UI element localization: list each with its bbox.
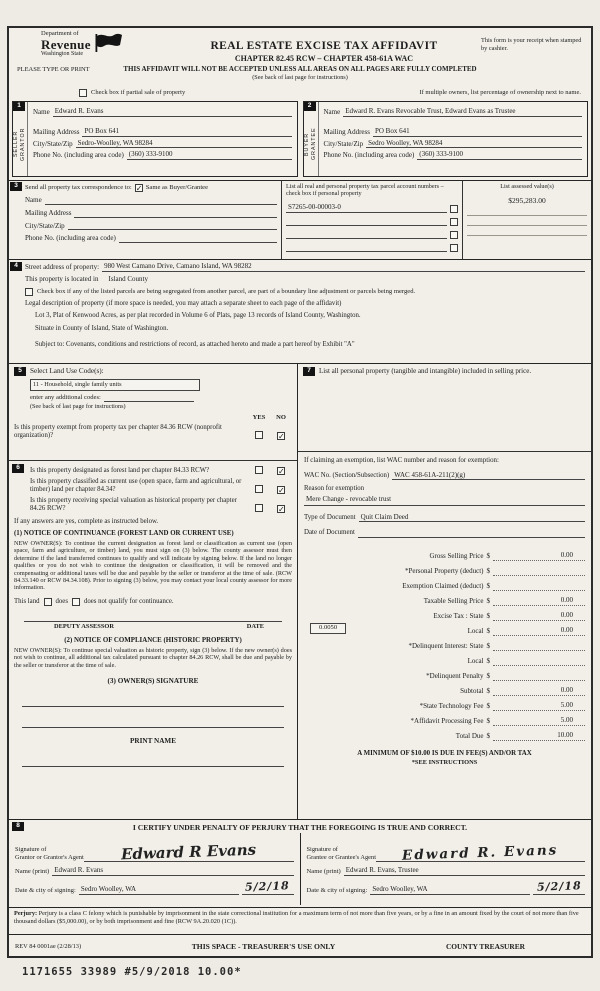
notice-compliance-title: (2) NOTICE OF COMPLIANCE (HISTORIC PROPERTY)	[64, 637, 242, 645]
seller-phone-label: Phone No. (including area code)	[33, 151, 124, 160]
historic-yes-checkbox[interactable]	[255, 504, 263, 512]
perjury-notice	[9, 908, 591, 935]
section-1-badge: 1	[13, 102, 25, 111]
partial-sale-row	[9, 86, 591, 100]
yes-header: YES	[252, 413, 266, 421]
receipt-note: This form is your receipt when stamped by cashier.	[481, 37, 582, 53]
washington-state-label: Washington State	[41, 51, 84, 58]
see-back-note: (See back of last page for instructions)	[252, 74, 348, 82]
dollar-sign: $	[486, 702, 490, 711]
notice-continuance-title: (1) NOTICE OF CONTINUANCE (FOREST LAND OR CURRENT USE)	[14, 530, 234, 538]
wac-number-value: WAC 458-61A-211(2)(g)	[392, 471, 585, 481]
grantee-date-city-label: Date & city of signing:	[306, 886, 368, 894]
seller-word: SELLER	[13, 130, 19, 158]
parcel-number-3	[286, 238, 447, 239]
section-7-badge: 7	[303, 367, 315, 376]
buyer-name-value: Edward R. Evans Revocable Trust, Edward Evans as Trustee	[343, 107, 582, 117]
corr-name-label: Name	[25, 196, 42, 205]
corr-name-value	[45, 204, 277, 205]
section-5-badge: 5	[14, 367, 26, 376]
land-does-checkbox[interactable]	[44, 598, 52, 606]
money-row-gross: Gross Selling Price $ 0.00	[304, 546, 585, 561]
personal-property-deduct-value	[493, 575, 585, 576]
property-location-section	[9, 260, 591, 364]
minimum-due-note: A MINIMUM OF $10.00 IS DUE IN FEE(S) AND/OR TAX	[357, 749, 532, 757]
exempt-question: Is this property exempt from property tax per chapter 84.36 RCW (nonprofit organization)?	[14, 423, 222, 440]
assessed-value-3	[467, 225, 587, 226]
certify-statement: I CERTIFY UNDER PENALTY OF PERJURY THAT THE FOREGOING IS TRUE AND CORRECT.	[132, 823, 468, 832]
form-title: REAL ESTATE EXCISE TAX AFFIDAVIT	[210, 40, 438, 52]
land-use-code-box: 11 - Household, single family units	[30, 379, 200, 391]
buyer-csz-label: City/State/Zip	[323, 139, 364, 148]
money-row-subtotal: Subtotal $ 0.00	[304, 681, 585, 696]
assessed-value-4	[467, 235, 587, 236]
seller-phone-value: (360) 333-9100	[127, 150, 292, 160]
buyer-mailing-value: PO Box 641	[373, 127, 582, 137]
land-does-not-checkbox[interactable]	[72, 598, 80, 606]
exempt-no-checkbox[interactable]: ✓	[278, 432, 285, 442]
affidavit-document	[7, 26, 593, 958]
affidavit-processing-fee-value: 5.00	[493, 716, 585, 726]
tax-correspondence-section	[9, 180, 591, 260]
dollar-sign: $	[486, 552, 490, 561]
money-row-excise-state: Excise Tax : State $ 0.00	[304, 606, 585, 621]
parcel-numbers-header: List all real and personal property tax parcel account numbers – check box if personal property	[286, 183, 444, 198]
dollar-sign: $	[486, 627, 490, 636]
buyer-word: BUYER	[303, 132, 310, 156]
does-not-label: does not qualify for continuance.	[83, 597, 174, 605]
assessed-value-2	[467, 215, 587, 216]
continuance-section	[9, 461, 297, 819]
money-row-technology-fee: *State Technology Fee $ 5.00	[304, 696, 585, 711]
same-as-buyer-checkbox[interactable]: ✓	[135, 184, 143, 194]
print-name-title: PRINT NAME	[130, 737, 176, 746]
forest-yes-checkbox[interactable]	[255, 466, 263, 474]
certification-section	[9, 820, 591, 908]
grantee-sig-label-1: Signature of	[306, 846, 338, 854]
corr-phone-label: Phone No. (including area code)	[25, 234, 116, 243]
forest-question: Is this property designated as forest land per chapter 84.33 RCW?	[30, 467, 210, 475]
personal-property-label: List all personal property (tangible and intangible) included in selling price.	[319, 367, 532, 375]
current-use-question: Is this property classified as current use (open space, farm and agricultural, or timber) land per chapter 84.34?	[30, 477, 242, 494]
seller-name-label: Name	[33, 108, 50, 116]
grantee-sig-label-2: Grantee or Grantee's Agent	[306, 854, 376, 862]
subtotal-value: 0.00	[493, 686, 585, 696]
date-of-document-label: Date of Document	[304, 529, 355, 537]
grantor-name-print-value: Edward R. Evans	[52, 866, 293, 876]
date-of-document-value	[358, 537, 585, 538]
parcel-pp-checkbox-4[interactable]	[450, 244, 458, 252]
land-use-section	[9, 364, 297, 461]
same-as-buyer-label: Same as Buyer/Grantee	[145, 184, 209, 191]
section5-see-back: (See back of last page for instructions)	[30, 403, 126, 411]
grantor-date-value: 5/2/18	[244, 879, 291, 895]
seller-box	[12, 101, 298, 177]
money-row-personal: *Personal Property (deduct) $	[304, 561, 585, 576]
buyer-box	[303, 101, 589, 177]
current-use-no-checkbox[interactable]: ✓	[278, 485, 285, 495]
dollar-sign: $	[486, 642, 490, 651]
located-in-label: This property is located in	[25, 274, 99, 283]
land-use-title: Select Land Use Code(s):	[30, 367, 104, 375]
dollar-sign: $	[486, 672, 490, 681]
segregated-checkbox[interactable]	[25, 288, 33, 296]
county-treasurer-label: COUNTY TREASURER	[445, 941, 525, 951]
legal-description-line2: Situate in County of Island, State of Washington.	[35, 324, 169, 332]
delinquent-penalty-value	[493, 680, 585, 681]
buyer-name-label: Name	[323, 108, 341, 116]
exemption-claimed-value	[493, 590, 585, 591]
exemption-intro: If claiming an exemption, list WAC number and reason for exemption:	[304, 457, 499, 464]
notice-compliance-body: NEW OWNER(S): To continue special valuation as historic property, sign (3) below. If the new owner(s) does not wish to continue, all additional tax calculated pursuant to chapter 84.26 RCW, shall be due and payable by the seller or transferor at the time of sale.	[14, 646, 292, 669]
assessed-value-header: List assessed value(s)	[500, 183, 554, 190]
does-label: does	[55, 597, 68, 605]
grantor-city-value: Sedro Woolley, WA	[79, 885, 239, 895]
historic-question: Is this property receiving special valuation as historical property per chapter 84.26 RCW?	[30, 496, 237, 513]
street-address-label: Street address of property:	[25, 263, 100, 271]
money-row-processing-fee: *Affidavit Processing Fee $ 5.00	[304, 711, 585, 726]
grantee-date-value: 5/2/18	[536, 879, 582, 895]
buyer-mailing-label: Mailing Address	[323, 127, 370, 136]
section-2-badge: 2	[304, 102, 316, 111]
owners-signature-title: (3) OWNER(S) SIGNATURE	[107, 677, 199, 686]
dollar-sign: $	[486, 582, 490, 591]
please-type-label: PLEASE TYPE OR PRINT	[17, 66, 90, 74]
dollar-sign: $	[486, 717, 490, 726]
buyer-phone-label: Phone No. (including area code)	[323, 151, 415, 160]
excise-section	[298, 364, 591, 819]
grantor-name-print-label: Name (print)	[15, 868, 50, 875]
grantor-sig-label-1: Signature of	[15, 846, 47, 854]
forest-no-checkbox[interactable]: ✓	[278, 467, 285, 476]
treasurer-space-label: THIS SPACE - TREASURER'S USE ONLY	[191, 941, 336, 951]
dollar-sign: $	[486, 567, 490, 576]
section-8-badge: 8	[12, 822, 24, 831]
parcel-number-1: S7265-00-00003-0	[286, 203, 447, 213]
reason-exemption-value: Mere Change - revocable trust	[304, 495, 585, 506]
parties-section	[9, 100, 591, 180]
owner-signature-line-1	[22, 695, 284, 707]
if-yes-note: If any answers are yes, complete as instructed below.	[14, 517, 159, 525]
located-in-value: Island County	[108, 274, 148, 283]
money-row-delinquent-interest-state: *Delinquent Interest: State $	[304, 636, 585, 651]
dollar-sign: $	[486, 597, 490, 606]
acceptance-warning: THIS AFFIDAVIT WILL NOT BE ACCEPTED UNLESS ALL AREAS ON ALL PAGES ARE FULLY COMPLETED	[123, 65, 477, 74]
money-row-local: 0.0050 Local $ 0.00	[304, 621, 585, 636]
type-of-document-label: Type of Document	[304, 513, 356, 521]
legal-description-label: Legal description of property (if more space is needed, you may attach a separate sheet to each page of the affidavit)	[25, 299, 342, 307]
legal-description-subject: Subject to: Covenants, conditions and restrictions of record, as attached hereto and made a part hereof by Exhibit "A"	[35, 341, 355, 349]
partial-sale-label: Check box if partial sale of property	[91, 88, 186, 96]
cashier-stamp: 1171655 33989 #5/9/2018 10.00*	[22, 966, 242, 978]
grantee-city-value: Sedro Woolley, WA	[370, 885, 530, 895]
grantee-name-print-label: Name (print)	[306, 868, 341, 875]
parcel-number-2	[286, 225, 447, 226]
grantor-word: GRANTOR	[20, 127, 26, 161]
money-row-exemption: Exemption Claimed (deduct) $	[304, 576, 585, 591]
dept-of-label: Department of	[41, 30, 79, 37]
grantee-name-print-value: Edward R. Evans, Trustee	[344, 866, 585, 876]
dollar-sign: $	[486, 612, 490, 621]
dollar-sign: $	[486, 687, 490, 696]
total-due-value: 10.00	[493, 731, 585, 741]
deputy-assessor-signature-line	[24, 610, 282, 622]
historic-no-checkbox[interactable]: ✓	[278, 504, 285, 514]
exempt-yes-checkbox[interactable]	[255, 431, 263, 439]
see-instructions-note: *SEE INSTRUCTIONS	[411, 758, 478, 766]
state-technology-fee-value: 5.00	[493, 701, 585, 711]
parcel-pp-checkbox-2[interactable]	[450, 218, 458, 226]
money-table	[304, 546, 585, 741]
money-row-taxable: Taxable Selling Price $ 0.00	[304, 591, 585, 606]
form-header	[9, 28, 591, 86]
dollar-sign: $	[486, 657, 490, 666]
corr-phone-value	[119, 242, 277, 243]
grantee-word: GRANTEE	[310, 127, 317, 161]
grantee-signature: Edward R. Evans	[402, 841, 559, 864]
assessed-value-1: $295,283.00	[508, 196, 546, 206]
segregated-label: Check box if any of the listed parcels are being segregated from another parcel, are part of a boundary line adjustment or parcels being merged.	[37, 287, 416, 295]
corr-mailing-value	[74, 217, 277, 218]
notice-continuance-body: NEW OWNER(S): To continue the current designation as forest land or classification as current use (open space, farm and agriculture, or timber) land, you must sign on (3) below. The county assessor must then determine if the land transferred continues to qualify and will indicate by signing below. If the land no longer qualifies or you do not wish to continue the designation or classification, it will be removed and the compensating or additional taxes will be due and payable by the seller or transferor at the time of sale. (RCW 84.33.140 or RCW 84.34.108). Prior to signing (3) below, you may contact your local county assessor for more information.	[14, 539, 292, 592]
local-rate-box: 0.0050	[310, 623, 346, 633]
money-row-delinquent-penalty: *Delinquent Penalty $	[304, 666, 585, 681]
grantor-signature: Edward R Evans	[120, 840, 257, 864]
main-columns	[9, 364, 591, 820]
owner-signature-line-2	[22, 716, 284, 728]
deputy-date-label: DATE	[246, 623, 264, 631]
delinquent-interest-state-value	[493, 650, 585, 651]
section-3-badge: 3	[10, 182, 22, 191]
corr-csz-label: City/State/Zip	[25, 221, 65, 230]
money-row-total-due: Total Due $ 10.00	[304, 726, 585, 741]
grantee-signature-cell	[300, 833, 592, 905]
section-6-badge: 6	[12, 464, 24, 473]
buyer-phone-value: (360) 333-9100	[417, 150, 582, 160]
legal-description-line1: Lot 3, Plat of Kenwood Acres, as per plat recorded in Volume 6 of Plats, page 13 records of Island County, Washington.	[35, 312, 361, 320]
grantor-date-city-label: Date & city of signing:	[15, 886, 76, 894]
partial-sale-checkbox[interactable]	[79, 89, 87, 97]
seller-name-value: Edward R. Evans	[53, 107, 292, 117]
corr-mailing-label: Mailing Address	[25, 208, 72, 217]
seller-mailing-value: PO Box 641	[82, 127, 291, 137]
perjury-lead: Perjury:	[14, 910, 38, 917]
excise-state-value: 0.00	[493, 611, 585, 621]
gross-selling-price-value: 0.00	[493, 551, 585, 561]
money-row-delinquent-interest-local: Local $	[304, 651, 585, 666]
this-land-label: This land	[14, 597, 40, 605]
dollar-sign: $	[486, 732, 490, 741]
section-4-badge: 4	[10, 262, 22, 271]
type-of-document-value: Quit Claim Deed	[359, 513, 585, 523]
grantor-sig-label-2: Grantor or Grantor's Agent	[15, 854, 84, 862]
revenue-logo	[15, 31, 167, 64]
parcel-pp-checkbox-1[interactable]	[450, 205, 458, 213]
grantor-signature-cell	[9, 833, 300, 905]
delinquent-interest-local-value	[493, 665, 585, 666]
print-name-line	[22, 755, 284, 767]
parcel-pp-checkbox-3[interactable]	[450, 231, 458, 239]
deputy-assessor-label: DEPUTY ASSESSOR	[54, 623, 114, 631]
current-use-yes-checkbox[interactable]	[255, 485, 263, 493]
flag-icon	[94, 33, 124, 53]
rev-number: REV 84 0001ae (2/28/13)	[15, 943, 82, 950]
no-header: NO	[276, 413, 286, 421]
send-correspondence-label: Send all property tax correspondence to:	[25, 184, 132, 191]
wac-number-label: WAC No. (Section/Subsection)	[304, 471, 390, 479]
corr-csz-value	[68, 229, 277, 230]
excise-local-value: 0.00	[493, 626, 585, 636]
seller-csz-label: City/State/Zip	[33, 139, 73, 148]
buyer-side-label	[304, 102, 319, 176]
reason-exemption-label: Reason for exemption	[304, 485, 365, 493]
street-address-value: 980 West Camano Drive, Camano Island, WA 98282	[102, 262, 585, 272]
buyer-csz-value: Sedro Woolley, WA 98284	[366, 139, 582, 149]
perjury-text: Perjury is a class C felony which is punishable by imprisonment in the state correctional institution for a maximum term of not more than five years, or by a fine in an amount fixed by the court of not more than five thousand dollars ($5,000.00), or by both imprisonment and fine (RCW 9A.20.020 (1C)).	[14, 910, 579, 925]
additional-codes-label: enter any additional codes:	[30, 393, 101, 401]
taxable-selling-price-value: 0.00	[493, 596, 585, 606]
seller-mailing-label: Mailing Address	[33, 127, 80, 136]
parcel-number-4	[286, 251, 447, 252]
seller-side-label	[13, 102, 28, 176]
form-chapter: CHAPTER 82.45 RCW – CHAPTER 458-61A WAC	[234, 54, 414, 64]
multiple-owners-note: If multiple owners, list percentage of ownership next to name.	[419, 88, 581, 96]
revenue-label: Revenue	[41, 36, 91, 52]
footer-row	[9, 935, 591, 954]
additional-codes-value	[104, 401, 194, 402]
seller-csz-value: Sedro-Woolley, WA 98284	[76, 139, 292, 149]
